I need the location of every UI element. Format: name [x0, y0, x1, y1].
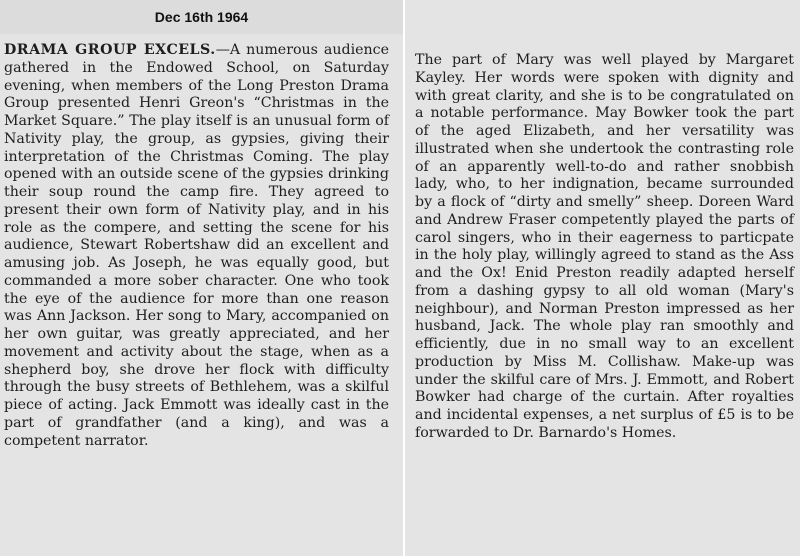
date-header: Dec 16th 1964: [0, 0, 403, 34]
article-body-left: —A numerous audience gathered in the Endowed School, on Saturday evening, when members of the Long Preston Drama Group presented Henri Greon's “Christmas in the Market Square.” The play itself is an unusual form of Nativity play, the group, as gypsies, giving their interpretation of the Christmas Coming. The play opened with an outside scene of the gypsies drinking their soup round the camp fire. They agreed to present their own form of Nativity play, and in his role as the compere, and setting the scene for his audience, Stewart Robertshaw did an excellent and amusing job. As Joseph, he was equally good, but commanded a more sober character. One who took the eye of the audience for more than one reason was Ann Jackson. Her song to Mary, accompanied on her own guitar, was greatly appreciated, and her movement and activity about the stage, when as a shepherd boy, she drove her flock with difficulty through the busy streets of Bethlehem, was a skilful piece of acting. Jack Emmott was ideally cast in the part of grandfather (and a king), and was a competent narrator.: [4, 42, 389, 449]
article-headline: DRAMA GROUP EXCELS.: [4, 42, 216, 58]
article-column-left: [0, 34, 403, 556]
article-column-right: [405, 0, 800, 556]
article-paragraph-left: [4, 42, 389, 450]
article-body-right: The part of Mary was well played by Margaret Kayley. Her words were spoken with dignity and with great clarity, and she is to be congratulated on a notable performance. May Bowker took the part of the aged Elizabeth, and her versatility was illustrated when she undertook the contrasting role of an apparently well-to-do and rather snobbish lady, who, to her indignation, became surrounded by a flock of “dirty and smelly” sheep. Doreen Ward and Andrew Fraser competently played the parts of carol singers, who in their eagerness to particpate in the holy play, willingly agreed to stand as the Ass and the Ox! Enid Preston readily adapted herself from a dashing gypsy to all old woman (Mary's neighbour), and Norman Preston impressed as her husband, Jack. The whole play ran smoothly and efficiently, due in no small way to an excellent production by Miss M. Collishaw. Make-up was under the skilful care of Mrs. J. Emmott, and Robert Bowker had charge of the curtain. After royalties and incidental expenses, a net surplus of £5 is to be forwarded to Dr. Barnardo's Homes.: [415, 52, 794, 441]
